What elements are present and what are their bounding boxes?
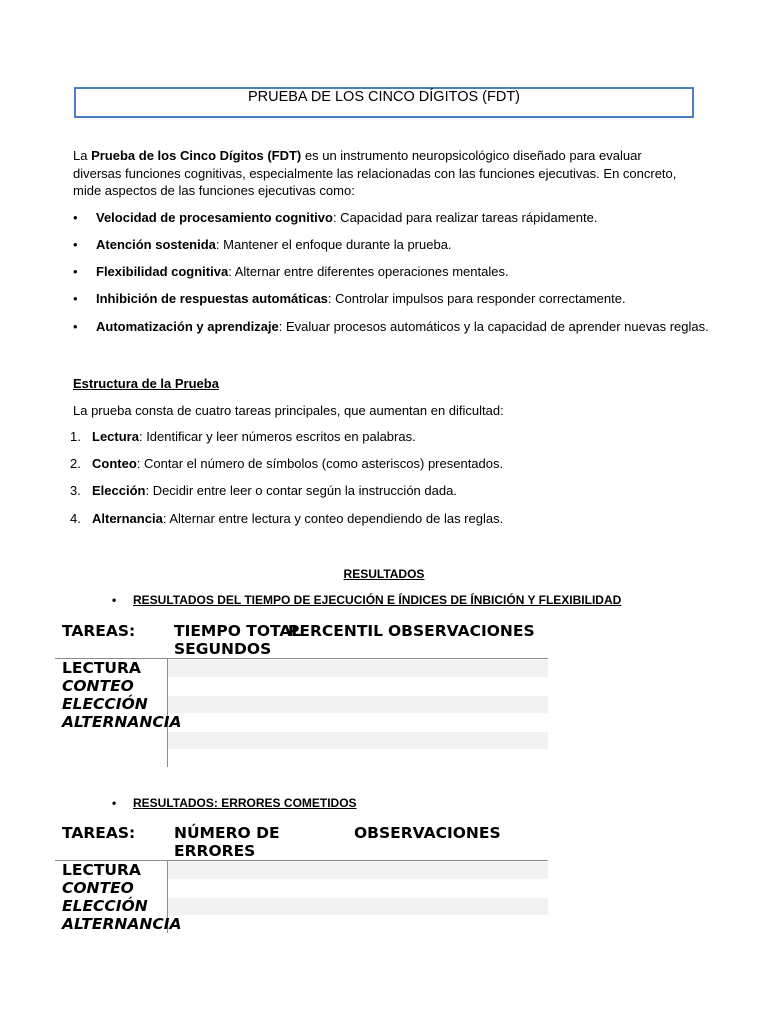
bullet-icon: •: [73, 319, 78, 334]
item-desc: : Decidir entre leer o contar según la instrucción dada.: [145, 483, 457, 498]
item-desc: : Alternar entre diferentes operaciones mentales.: [228, 264, 509, 279]
column-header-tareas: TAREAS:: [62, 824, 136, 842]
structure-lead: La prueba consta de cuatro tareas principales, que aumentan en dificultad:: [73, 403, 504, 418]
table-row-label: ELECCIÓN: [62, 897, 148, 915]
item-term: Lectura: [92, 429, 139, 444]
page-title: PRUEBA DE LOS CINCO DÍGITOS (FDT): [247, 89, 521, 105]
item-desc: : Contar el número de símbolos (como asteriscos) presentados.: [136, 456, 504, 471]
structure-heading: Estructura de la Prueba: [73, 376, 219, 391]
item-term: Atención sostenida: [96, 237, 216, 252]
intro-bold: Prueba de los Cinco Dígitos (FDT): [91, 148, 302, 163]
column-header-observaciones: OBSERVACIONES: [388, 622, 535, 640]
table-row-label: LECTURA: [62, 861, 141, 879]
item-desc: : Identificar y leer números escritos en palabras.: [138, 429, 416, 444]
item-desc: : Evaluar procesos automáticos y la capacidad de aprender nuevas reglas.: [278, 319, 709, 334]
item-number: 3.: [70, 483, 81, 498]
column-header-observaciones: OBSERVACIONES: [354, 824, 501, 842]
intro-prefix: La: [73, 148, 92, 163]
intro-paragraph: [73, 147, 683, 200]
section-label: RESULTADOS DEL TIEMPO DE EJECUCIÓN E ÍNDICES DE ÍNBICIÓN Y FLEXIBILIDAD: [133, 593, 622, 607]
row-shading: [168, 696, 548, 713]
row-shading: [168, 862, 548, 879]
bullet-icon: •: [73, 264, 78, 279]
item-term: Alternancia: [92, 511, 163, 526]
table-row-label: CONTEO: [62, 879, 134, 897]
column-header-tareas: TAREAS:: [62, 622, 136, 640]
item-desc: : Mantener el enfoque durante la prueba.: [215, 237, 452, 252]
results-heading: RESULTADOS: [343, 567, 425, 581]
item-number: 1.: [70, 429, 81, 444]
column-header-errores: NÚMERO DE: [174, 824, 280, 842]
bullet-icon: •: [112, 796, 117, 810]
table-row-label: LECTURA: [62, 659, 141, 677]
row-shading: [168, 660, 548, 677]
bullet-icon: •: [73, 210, 78, 225]
column-header-tiempo-line2: SEGUNDOS: [174, 640, 272, 658]
row-shading: [168, 898, 548, 915]
column-header-errores-line2: ERRORES: [174, 842, 256, 860]
item-number: 4.: [70, 511, 81, 526]
item-desc: : Controlar impulsos para responder correctamente.: [327, 291, 626, 306]
table-row-label: ALTERNANCIA: [62, 713, 182, 731]
item-term: Velocidad de procesamiento cognitivo: [96, 210, 333, 225]
item-desc: : Capacidad para realizar tareas rápidamente.: [332, 210, 598, 225]
intro-rest: es un instrumento neuropsicológico diseñado para evaluar diversas funciones cognitivas, especialmente las relacionadas con las funciones ejecutivas. En concreto, mide aspectos de las funciones ejecutivas como:: [73, 148, 677, 198]
row-shading: [168, 732, 548, 749]
column-header-percentil: PERCENTIL: [288, 622, 384, 640]
item-term: Automatización y aprendizaje: [96, 319, 279, 334]
bullet-icon: •: [112, 593, 117, 607]
item-term: Flexibilidad cognitiva: [96, 264, 229, 279]
item-desc: : Alternar entre lectura y conteo dependiendo de las reglas.: [162, 511, 504, 526]
bullet-icon: •: [73, 291, 78, 306]
section-label: RESULTADOS: ERRORES COMETIDOS: [133, 796, 357, 810]
item-number: 2.: [70, 456, 81, 471]
table-row-label: ALTERNANCIA: [62, 915, 182, 933]
column-header-tiempo: TIEMPO TOTAL: [174, 622, 302, 640]
item-term: Conteo: [92, 456, 137, 471]
item-term: Elección: [92, 483, 146, 498]
item-term: Inhibición de respuestas automáticas: [96, 291, 328, 306]
table-row-label: ELECCIÓN: [62, 695, 148, 713]
bullet-icon: •: [73, 237, 78, 252]
table-row-label: CONTEO: [62, 677, 134, 695]
